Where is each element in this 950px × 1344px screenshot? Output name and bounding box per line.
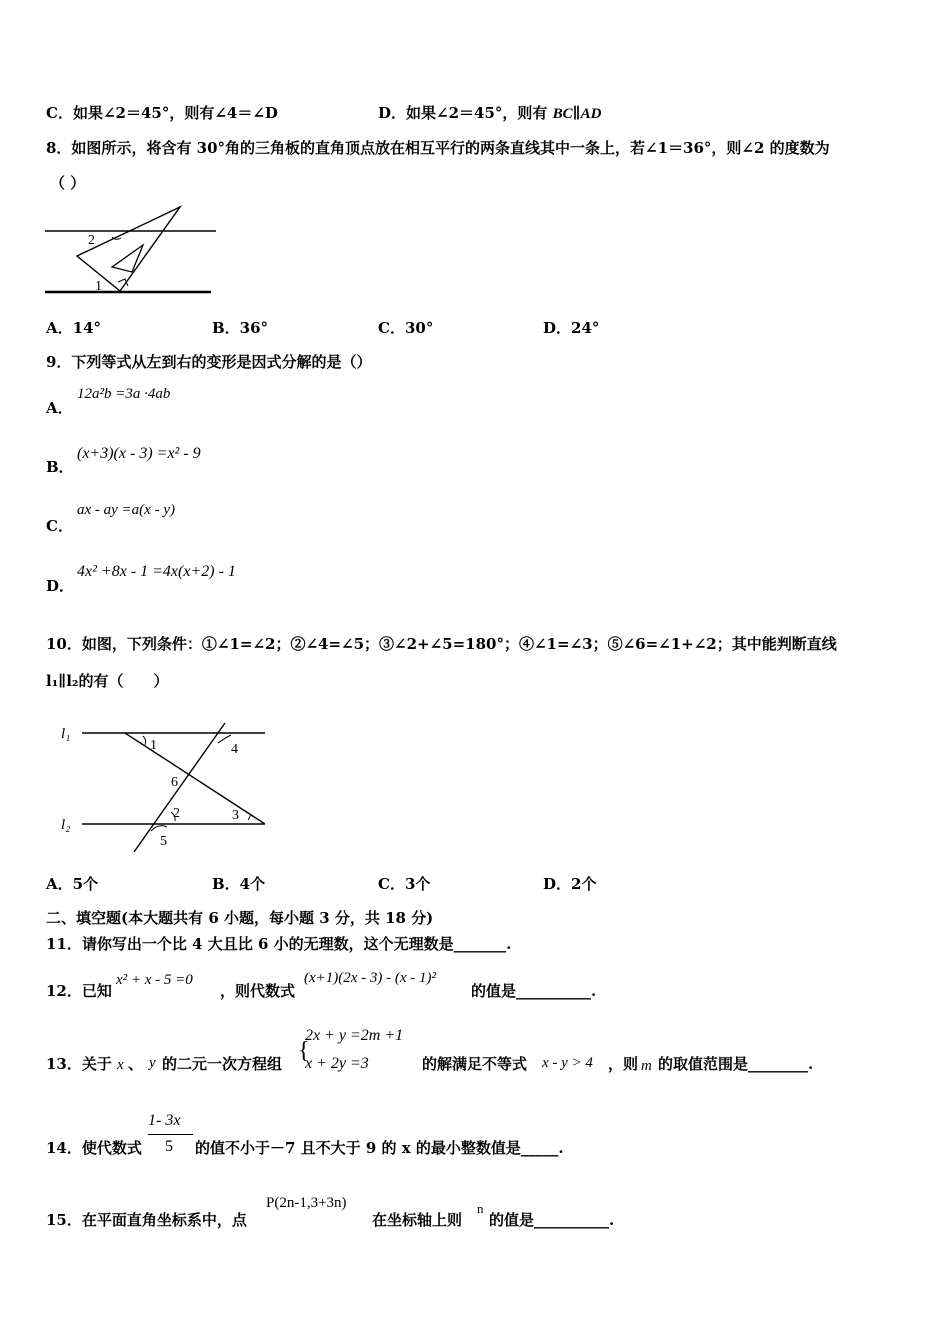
q10-option-a: A．5个 (46, 875, 99, 893)
q15-suffix: 的值是__________. (489, 1211, 615, 1229)
q9-option-d-expr: 4x² +8x - 1 =4x(x+2) - 1 (77, 563, 236, 580)
q9-option-d-label: D． (46, 577, 75, 595)
q13-mid2: 的解满足不等式 (422, 1055, 528, 1073)
q8-option-b: B．36° (212, 319, 269, 337)
q9-option-a-expr: 12a²b =3a ·4ab (77, 386, 171, 402)
q8-label-2: 2 (88, 233, 95, 248)
q10-angle5-arc (151, 826, 167, 831)
q13-var-x: x (117, 1057, 124, 1073)
q10-option-b: B．4个 (212, 875, 266, 893)
q10-label-3: 3 (232, 808, 239, 823)
q15-prefix: 15．在平面直角坐标系中，点 (46, 1211, 247, 1229)
q13-var-y: y (149, 1055, 156, 1071)
q10-label-6: 6 (171, 775, 178, 790)
q7-option-c: C．如果∠2＝45°，则有∠4＝∠D (46, 104, 278, 122)
q13-mid: 的二元一次方程组 (162, 1055, 283, 1073)
q8-option-a: A．14° (46, 319, 102, 337)
q13-inequality: x - y > 4 (542, 1055, 593, 1071)
q8-stem-line2: （ ） (50, 174, 86, 192)
q10-label-4: 4 (231, 742, 238, 757)
q13-prefix: 13．关于 (46, 1055, 112, 1073)
q10-angle3-arc (248, 814, 251, 820)
q8-label-1: 1 (95, 279, 102, 294)
q10-option-c: C．3个 (378, 875, 431, 893)
q10-parallel-lines-figure (55, 715, 275, 860)
q8-right-angle-mark (118, 279, 128, 286)
q7-option-d-text: D．如果∠2＝45°，则有 (378, 104, 553, 122)
q10-label-l2: l₂ (61, 817, 71, 833)
q8-triangle-figure (40, 200, 225, 300)
q8-stem-line1: 8．如图所示，将含有 30°角的三角板的直角顶点放在相互平行的两条直线其中一条上，若∠1＝36°，则∠2 的度数为 (46, 139, 830, 157)
q9-stem: 9．下列等式从左到右的变形是因式分解的是（） (46, 353, 372, 371)
q10-stem-line2: l₁∥l₂的有（ ） (46, 672, 169, 690)
q13-var-m: m (641, 1058, 652, 1074)
q15-point: P(2n-1,3+3n) (266, 1195, 347, 1211)
q14-prefix: 14．使代数式 (46, 1139, 142, 1157)
q14-denominator: 5 (165, 1138, 173, 1155)
q8-option-d: D．24° (543, 319, 600, 337)
q10-transversal-1 (125, 733, 265, 824)
q13-sep: 、 (128, 1055, 144, 1073)
q14-numerator: 1- 3x (148, 1112, 181, 1129)
q13-eq2: x + 2y =3 (305, 1055, 369, 1072)
q14-suffix: 的值不小于－7 且不大于 9 的 x 的最小整数值是_____. (195, 1139, 564, 1157)
q9-option-c-label: C． (46, 517, 73, 535)
q10-label-1: 1 (150, 738, 157, 753)
q9-option-b-label: B． (46, 458, 74, 476)
q10-label-2: 2 (173, 806, 180, 821)
q8-triangle-inner (112, 245, 143, 272)
q8-triangle-outer (77, 207, 180, 291)
q12-suffix: 的值是__________. (471, 982, 597, 1000)
section2-heading: 二、填空题(本大题共有 6 小题，每小题 3 分，共 18 分) (46, 909, 434, 927)
q13-brace: { (298, 1038, 310, 1064)
q7-option-d (378, 102, 601, 123)
q7-option-d-math: BC∥AD (552, 106, 602, 122)
q10-option-d: D．2个 (543, 875, 597, 893)
q10-angle4-arc (218, 735, 231, 743)
q12-prefix: 12．已知 (46, 982, 112, 1000)
q12-expression: (x+1)(2x - 3) - (x - 1)² (304, 970, 437, 986)
q15-var-n: n (477, 1201, 484, 1216)
q10-label-5: 5 (160, 834, 167, 849)
q15-mid: 在坐标轴上则 (372, 1211, 463, 1229)
q12-mid: ，则代数式 (220, 982, 296, 1000)
q11-text: 11．请你写出一个比 4 大且比 6 小的无理数，这个无理数是_______. (46, 935, 512, 953)
q10-stem-line1: 10．如图，下列条件：①∠1=∠2；②∠4=∠5；③∠2+∠5=180°；④∠1=∠3；⑤∠6=∠1+∠2；其中能判断直线 (46, 635, 837, 653)
q14-fraction-bar (148, 1134, 193, 1135)
q10-angle1-arc (143, 736, 146, 745)
q10-label-l1: l₁ (61, 726, 71, 742)
q13-suffix: 的取值范围是________. (658, 1055, 814, 1073)
q8-option-c: C．30° (378, 319, 434, 337)
q10-transversal-2 (134, 723, 225, 852)
q9-option-b-expr: (x+3)(x - 3) =x² - 9 (77, 445, 201, 462)
q13-eq1: 2x + y =2m +1 (305, 1027, 404, 1044)
q9-option-c-expr: ax - ay =a(x - y) (77, 502, 175, 518)
q13-mid3: ，则 (608, 1055, 639, 1073)
q9-option-a-label: A． (46, 399, 73, 417)
q12-equation: x² + x - 5 =0 (116, 972, 193, 988)
